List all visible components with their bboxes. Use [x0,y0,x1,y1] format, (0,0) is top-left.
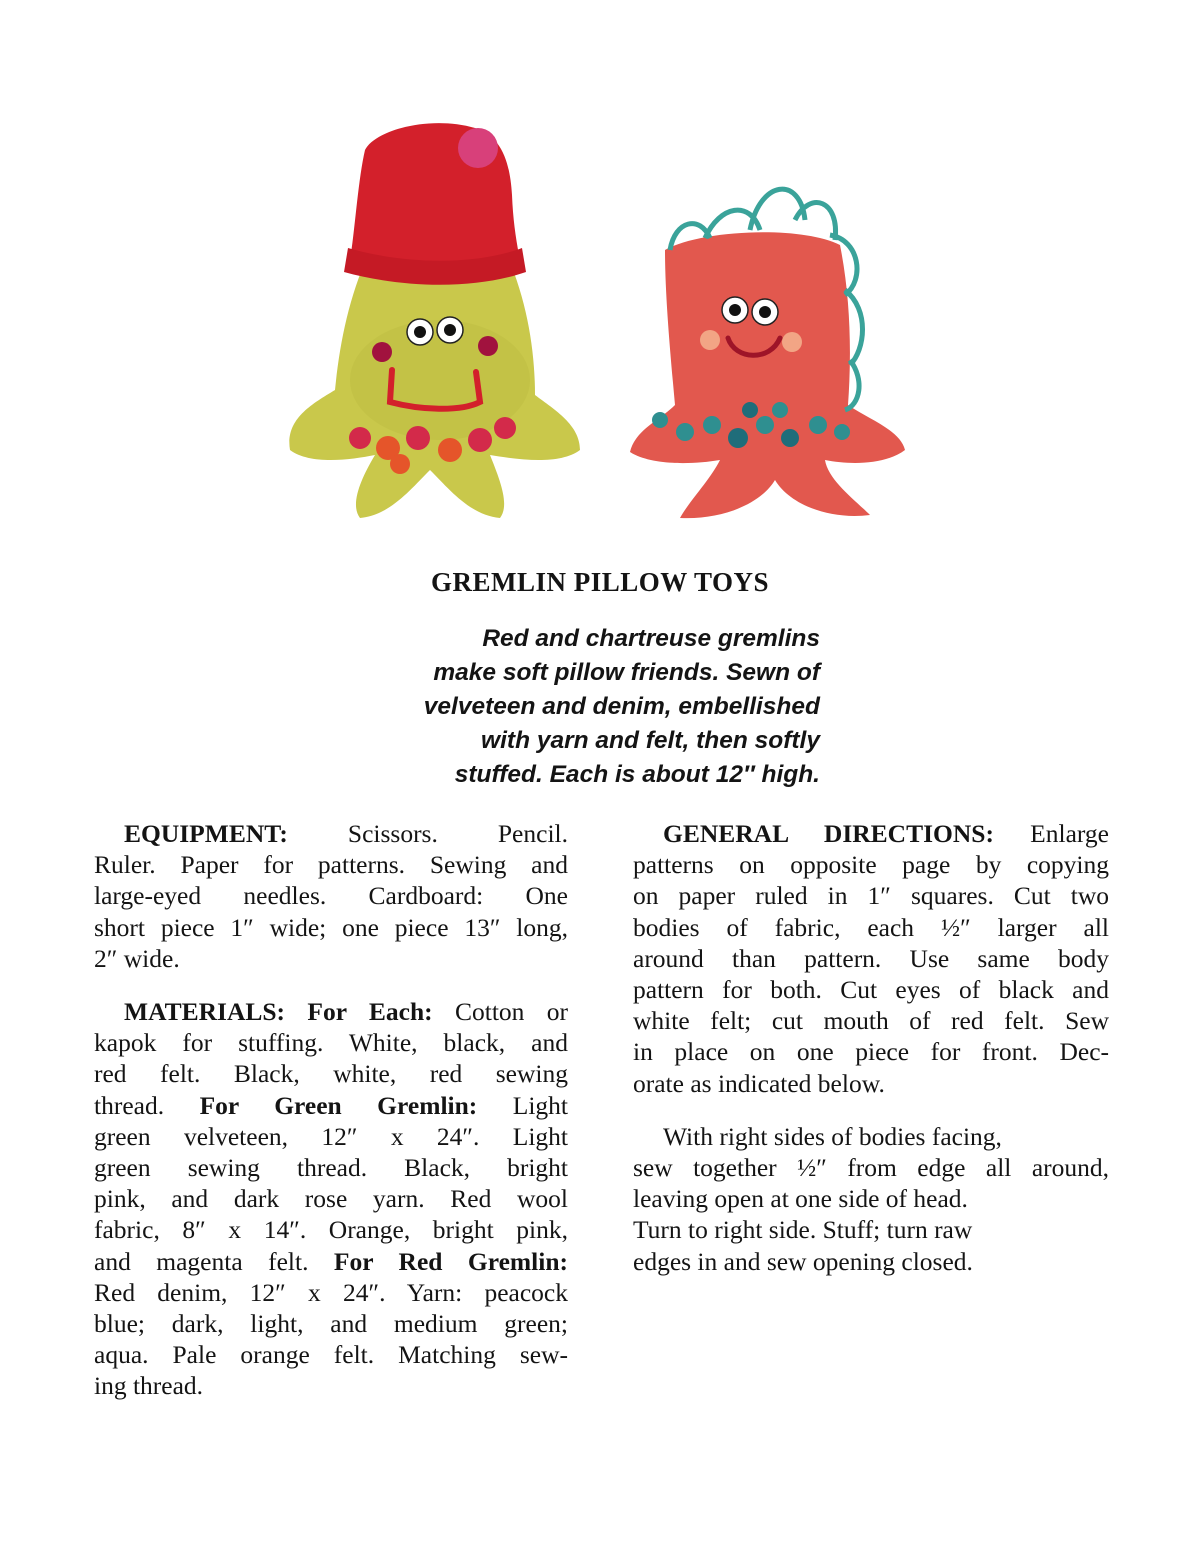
equipment-paragraph: EQUIPMENT: Scissors. Pencil. Ruler. Paper for patterns. Sewing and large-eyed needles. Cardboard: One short piece 1″ wide; one piece 13″ long, 2″ wide. [94,819,568,973]
general-directions-heading: GENERAL DIRECTIONS: [663,819,994,848]
general-directions-paragraph: GENERAL DIRECTIONS: Enlarge patterns on opposite page by copying on paper ruled in 1″ squares. Cut two bodies of fabric, each ½″ larger all around than pattern. Use same body pattern for both. Cut eyes of black and white felt; cut mouth of red felt. Sew in place on one piece for front. Dec- orate as indicated below. [633,819,1109,1098]
subtitle [350,622,820,792]
red-cheek-left [700,330,720,350]
green-pupil-left [414,326,426,338]
gremlins-photo [280,120,930,520]
materials-paragraph: MATERIALS: For Each: Cotton or kapok for stuffing. White, black, and red felt. Black, white, red sewing thread. For Green Gremlin: Light green velveteen, 12″ x 24″. Light green sewing thread. Black, bright pink, and dark rose yarn. Red wool fabric, 8″ x 14″. Orange, bright pink, and magenta felt. For Red Gremlin: Red denim, 12″ x 24″. Yarn: peacock blue; dark, light, and medium green; aqua. Pale orange felt. Matching sew- ing thread. [94,997,569,1401]
red-cheek-right [782,332,802,352]
cheek-flower-right [478,336,498,356]
subtitle-line: velveteen and denim, embellished [423,693,820,720]
cheek-flower-left [372,342,392,362]
red-pupil-left [729,304,741,316]
equipment-heading: EQUIPMENT: [124,819,288,848]
pompom-icon [458,128,498,168]
assembly-paragraph: With right sides of bodies facing, sew together ½″ from edge all around, leaving open at one side of head. Turn to right side. Stuff; turn raw edges in and sew opening closed. [633,1121,1109,1276]
left-column [94,818,568,1424]
materials-heading: MATERIALS: For Each: [124,997,433,1027]
red-gremlin [630,189,905,518]
subtitle-line: make soft pillow friends. Sewn of [433,659,820,686]
right-column [633,818,1109,1299]
subtitle-line: with yarn and felt, then softly [481,727,820,754]
subtitle-line: Red and chartreuse gremlins [482,625,820,652]
green-gremlin [289,123,580,518]
red-gremlin-body [630,232,905,518]
green-pupil-right [444,324,456,336]
page-title: GREMLIN PILLOW TOYS [430,567,770,597]
red-pupil-right [759,306,771,318]
subtitle-line: stuffed. Each is about 12″ high. [454,761,820,788]
